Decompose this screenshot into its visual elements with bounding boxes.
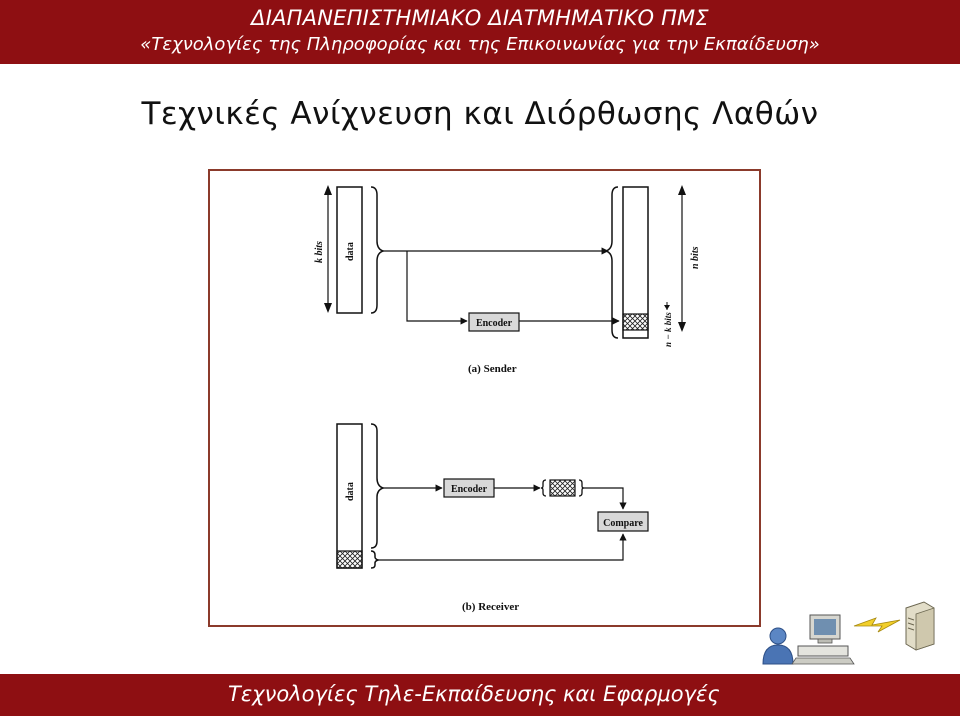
receiver-data-label: data xyxy=(345,482,356,501)
header-subtitle: «Τεχνολογίες της Πληροφορίας και της Επικοινωνίας για την Εκπαίδευση» xyxy=(140,34,820,55)
receiver-top-brace xyxy=(371,424,383,548)
sender-right-brace xyxy=(606,187,618,338)
user-icon xyxy=(763,628,793,664)
receiver-check-bits xyxy=(337,551,362,568)
header-bar xyxy=(0,0,960,64)
computed-check-bits xyxy=(550,480,575,496)
server-icon xyxy=(906,602,934,650)
compare-label: Compare xyxy=(603,518,643,529)
receiver-caption: (b) Receiver xyxy=(462,601,520,613)
slide-title: Τεχνικές Ανίχνευση και Διόρθωσης Λαθών xyxy=(141,96,819,132)
n-bits-label: n bits xyxy=(690,246,701,269)
sender-encoder-label: Encoder xyxy=(475,318,513,329)
diagram-frame xyxy=(208,169,761,627)
footer-text: Τεχνολογίες Τηλε-Εκπαίδευσης και Εφαρμογές xyxy=(228,682,720,706)
n-minus-k-bits-label: n − k bits xyxy=(663,312,673,347)
receiver-bottom-brace xyxy=(371,551,378,568)
footer-bar xyxy=(0,674,960,716)
sender-check-bits xyxy=(623,314,648,330)
computer-icon xyxy=(792,615,854,664)
lightning-icon xyxy=(854,618,900,632)
receiver-encoder-label: Encoder xyxy=(450,484,488,495)
sender-left-brace xyxy=(371,187,383,313)
sender-caption: (a) Sender xyxy=(468,363,517,375)
k-bits-label: k bits xyxy=(314,241,325,263)
network-clipart xyxy=(758,598,960,672)
header-title: ΔΙΑΠΑΝΕΠΙΣΤΗΜΙΑΚΟ ΔΙΑΤΜΗΜΑΤΙΚΟ ΠΜΣ xyxy=(251,6,709,30)
error-detection-diagram xyxy=(210,171,759,625)
sender-data-label: data xyxy=(345,242,356,261)
